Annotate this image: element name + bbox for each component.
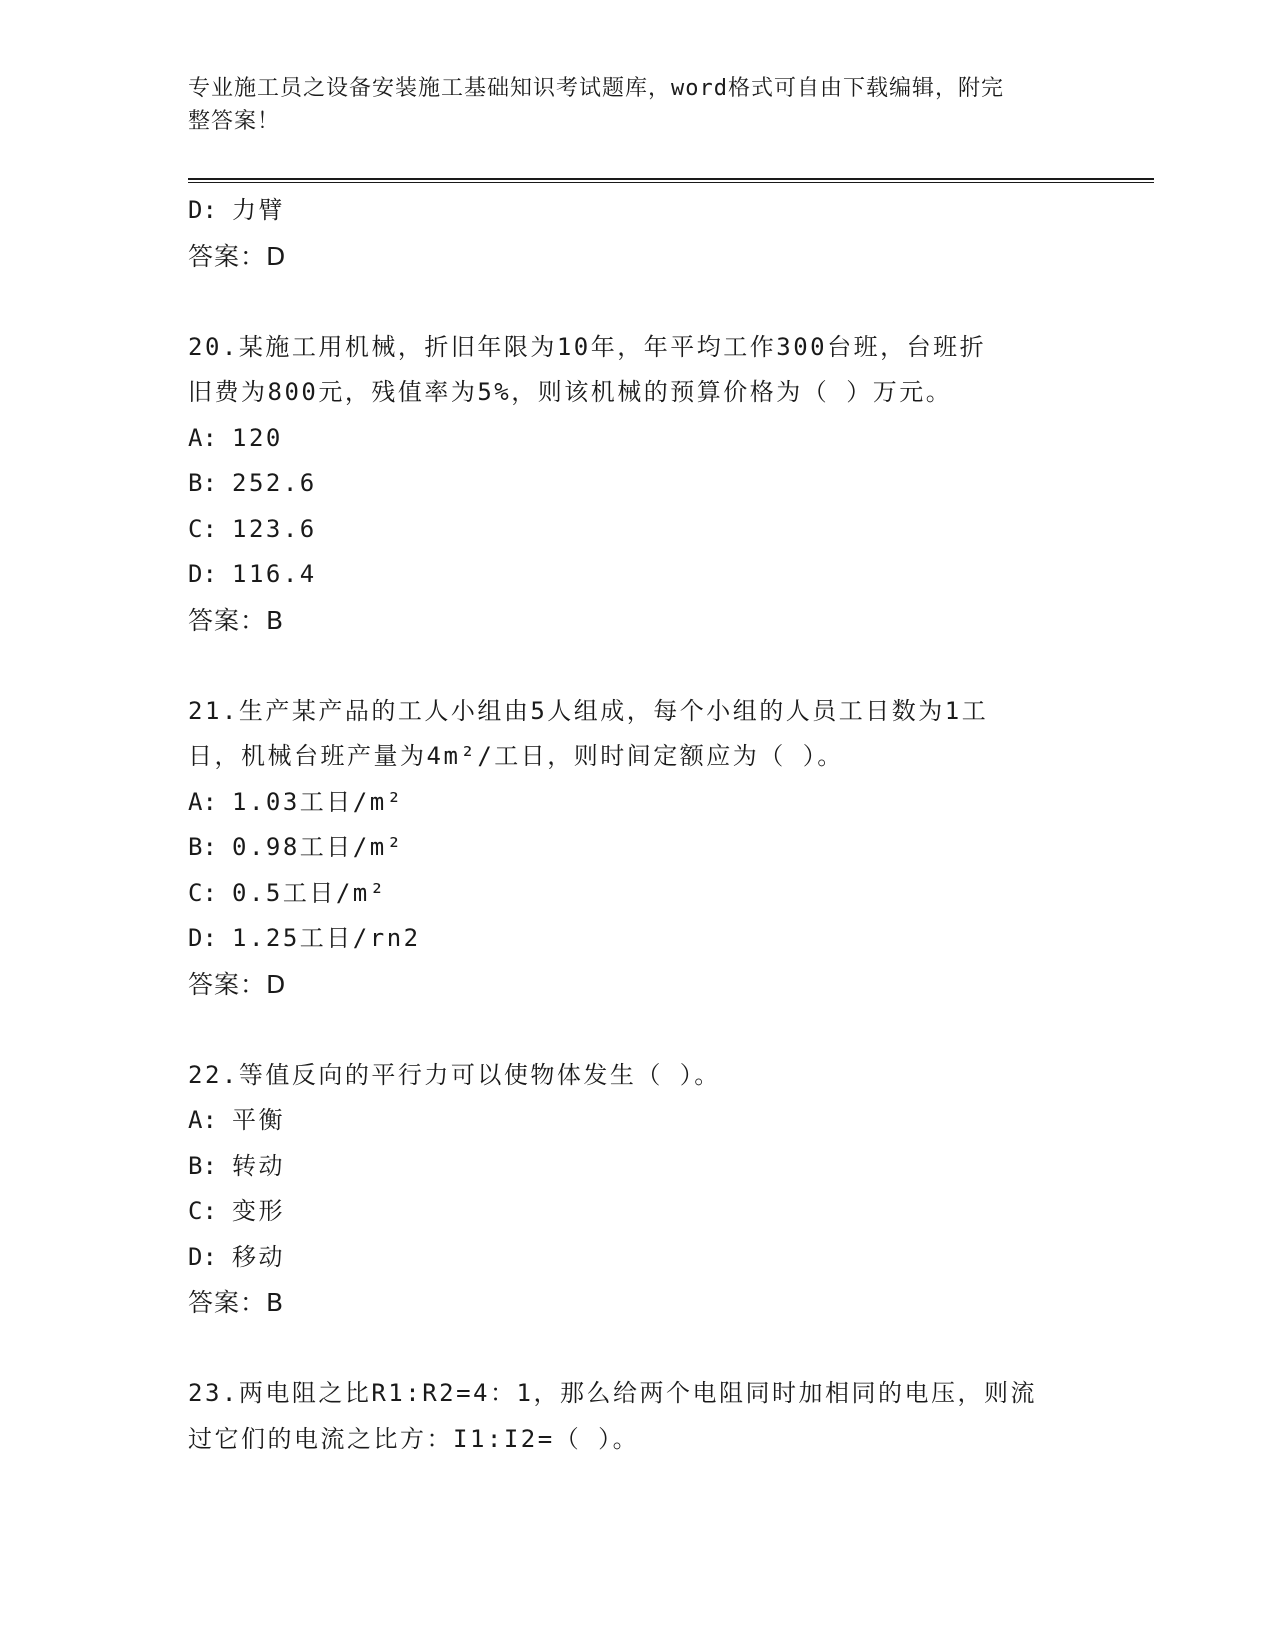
spacer	[188, 279, 1088, 325]
option-letter: A:	[188, 787, 217, 816]
question-stem: 旧费为800元，残值率为5%，则该机械的预算价格为（ ）万元。	[188, 378, 953, 406]
option-letter: D:	[188, 1242, 217, 1271]
option-text: 123.6	[232, 514, 317, 543]
question-stem: 22.等值反向的平行力可以使物体发生（ ）。	[188, 1060, 721, 1089]
spacer	[188, 643, 1088, 689]
option-b	[188, 825, 1088, 871]
question-stem: 过它们的电流之比方：I1:I2=（ ）。	[188, 1424, 640, 1453]
option-a	[188, 416, 1088, 462]
option-c	[188, 507, 1088, 553]
question-20	[188, 325, 1088, 644]
option-letter: D:	[188, 196, 217, 224]
question-stem: 20.某施工用机械，折旧年限为10年，年平均工作300台班，台班折	[188, 332, 987, 361]
option-text: 252.6	[232, 469, 317, 497]
option-b	[188, 461, 1088, 507]
option-c	[188, 871, 1088, 917]
header-line-1: 专业施工员之设备安装施工基础知识考试题库，word格式可自由下载编辑，附完	[188, 76, 1004, 101]
spacer	[188, 1007, 1088, 1053]
option-a	[188, 1098, 1088, 1144]
option-d	[188, 188, 1088, 234]
option-d	[188, 916, 1088, 962]
option-letter: B:	[188, 1151, 217, 1180]
option-text: 1.25工日/rn2	[232, 924, 421, 952]
option-letter: D:	[188, 924, 217, 952]
option-d	[188, 1235, 1088, 1281]
option-b	[188, 1144, 1088, 1190]
option-letter: C:	[188, 514, 217, 543]
document-body	[188, 188, 1088, 1462]
option-letter: A:	[188, 423, 217, 452]
option-text: 变形	[232, 1197, 285, 1225]
option-text: 平衡	[232, 1106, 285, 1134]
answer: 答案：D	[188, 241, 287, 271]
option-letter: A:	[188, 1106, 217, 1134]
option-d	[188, 552, 1088, 598]
question-21	[188, 689, 1088, 1008]
option-letter: C:	[188, 878, 217, 907]
header-divider	[188, 178, 1154, 183]
header-line-2: 整答案！	[188, 109, 281, 134]
option-text: 移动	[232, 1242, 285, 1271]
option-a	[188, 780, 1088, 826]
question-stem: 日，机械台班产量为4m²/工日，则时间定额应为（ ）。	[188, 742, 844, 770]
answer: 答案：B	[188, 1288, 285, 1317]
option-text: 1.03工日/m²	[232, 787, 404, 816]
spacer	[188, 1326, 1088, 1372]
page-header	[188, 72, 1068, 138]
option-text: 0.98工日/m²	[232, 833, 404, 861]
question-22	[188, 1053, 1088, 1326]
answer: 答案：D	[188, 969, 287, 999]
option-text: 116.4	[232, 560, 317, 588]
option-letter: D:	[188, 560, 217, 588]
option-text: 转动	[232, 1151, 285, 1180]
option-text: 0.5工日/m²	[232, 878, 387, 907]
option-letter: B:	[188, 469, 217, 497]
question-stem: 21.生产某产品的工人小组由5人组成，每个小组的人员工日数为1工	[188, 696, 989, 725]
option-letter: C:	[188, 1197, 217, 1225]
option-text: 120	[232, 423, 283, 452]
option-text: 力臂	[232, 196, 285, 224]
question-stem: 23.两电阻之比R1:R2=4：1，那么给两个电阻同时加相同的电压，则流	[188, 1379, 1037, 1407]
option-letter: B:	[188, 833, 217, 861]
question-23	[188, 1371, 1088, 1462]
option-c	[188, 1189, 1088, 1235]
answer: 答案：B	[188, 605, 285, 635]
